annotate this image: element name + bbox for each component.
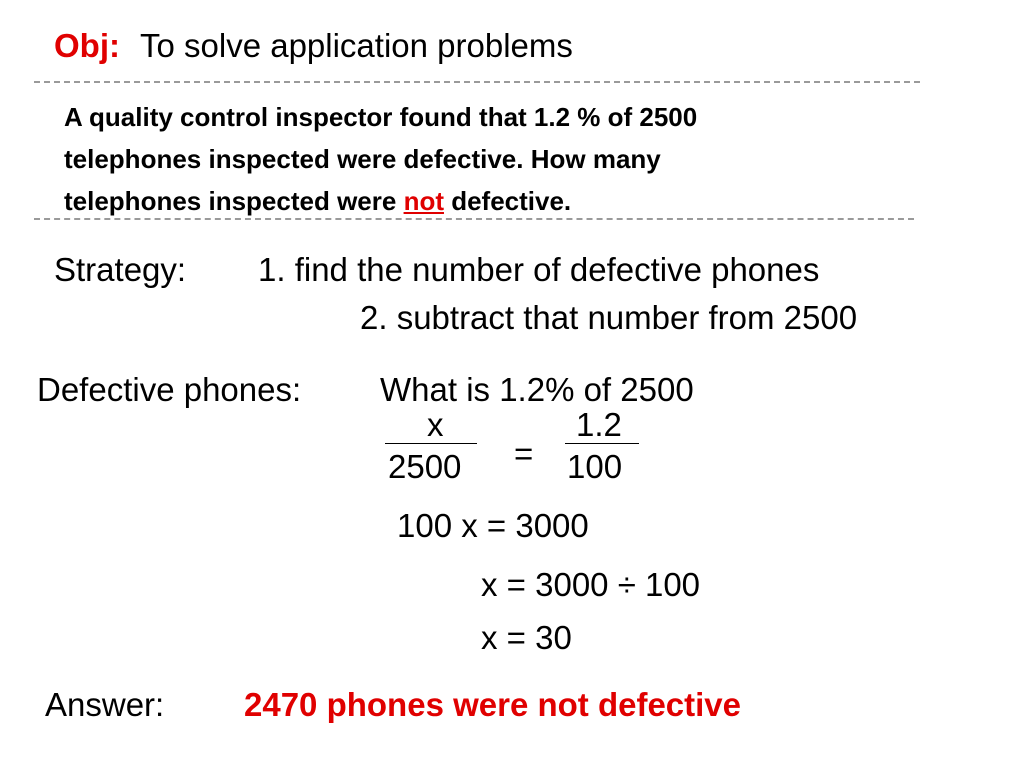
right-numerator: 1.2 <box>576 406 622 443</box>
answer-label: Answer: <box>45 686 165 723</box>
defective-question: What is 1.2% of 2500 <box>380 371 694 408</box>
solution-step-1: 100 x = 3000 <box>397 507 589 544</box>
problem-statement <box>64 96 697 222</box>
problem-line-3-start: telephones inspected were <box>64 186 404 216</box>
problem-line-2: telephones inspected were defective. How many <box>64 144 661 174</box>
strategy-label: Strategy: <box>54 251 187 288</box>
answer-value: 2470 phones were not defective <box>244 686 742 723</box>
objective-label: Obj: <box>54 27 120 64</box>
page-title <box>54 24 573 68</box>
strategy-step-1: 1. find the number of defective phones <box>258 251 820 288</box>
problem-line-3-end: defective. <box>443 186 572 216</box>
objective-text: To solve application problems <box>139 27 573 64</box>
defective-label: Defective phones: <box>37 371 302 408</box>
left-fraction-bar <box>385 443 477 444</box>
problem-line-1: A quality control inspector found that 1.2 % of 2500 <box>64 102 698 132</box>
left-denominator: 2500 <box>388 448 462 485</box>
left-numerator: x <box>427 406 444 443</box>
proportion-equals: = <box>514 435 534 472</box>
top-divider <box>34 81 920 83</box>
problem-line-3 <box>64 180 697 222</box>
strategy-step-2: 2. subtract that number from 2500 <box>360 299 858 336</box>
not-emphasis: not <box>403 186 444 216</box>
right-fraction-bar <box>565 443 639 444</box>
solution-step-2: x = 3000 ÷ 100 <box>481 566 701 603</box>
solution-step-3: x = 30 <box>481 619 572 656</box>
right-denominator: 100 <box>567 448 623 485</box>
